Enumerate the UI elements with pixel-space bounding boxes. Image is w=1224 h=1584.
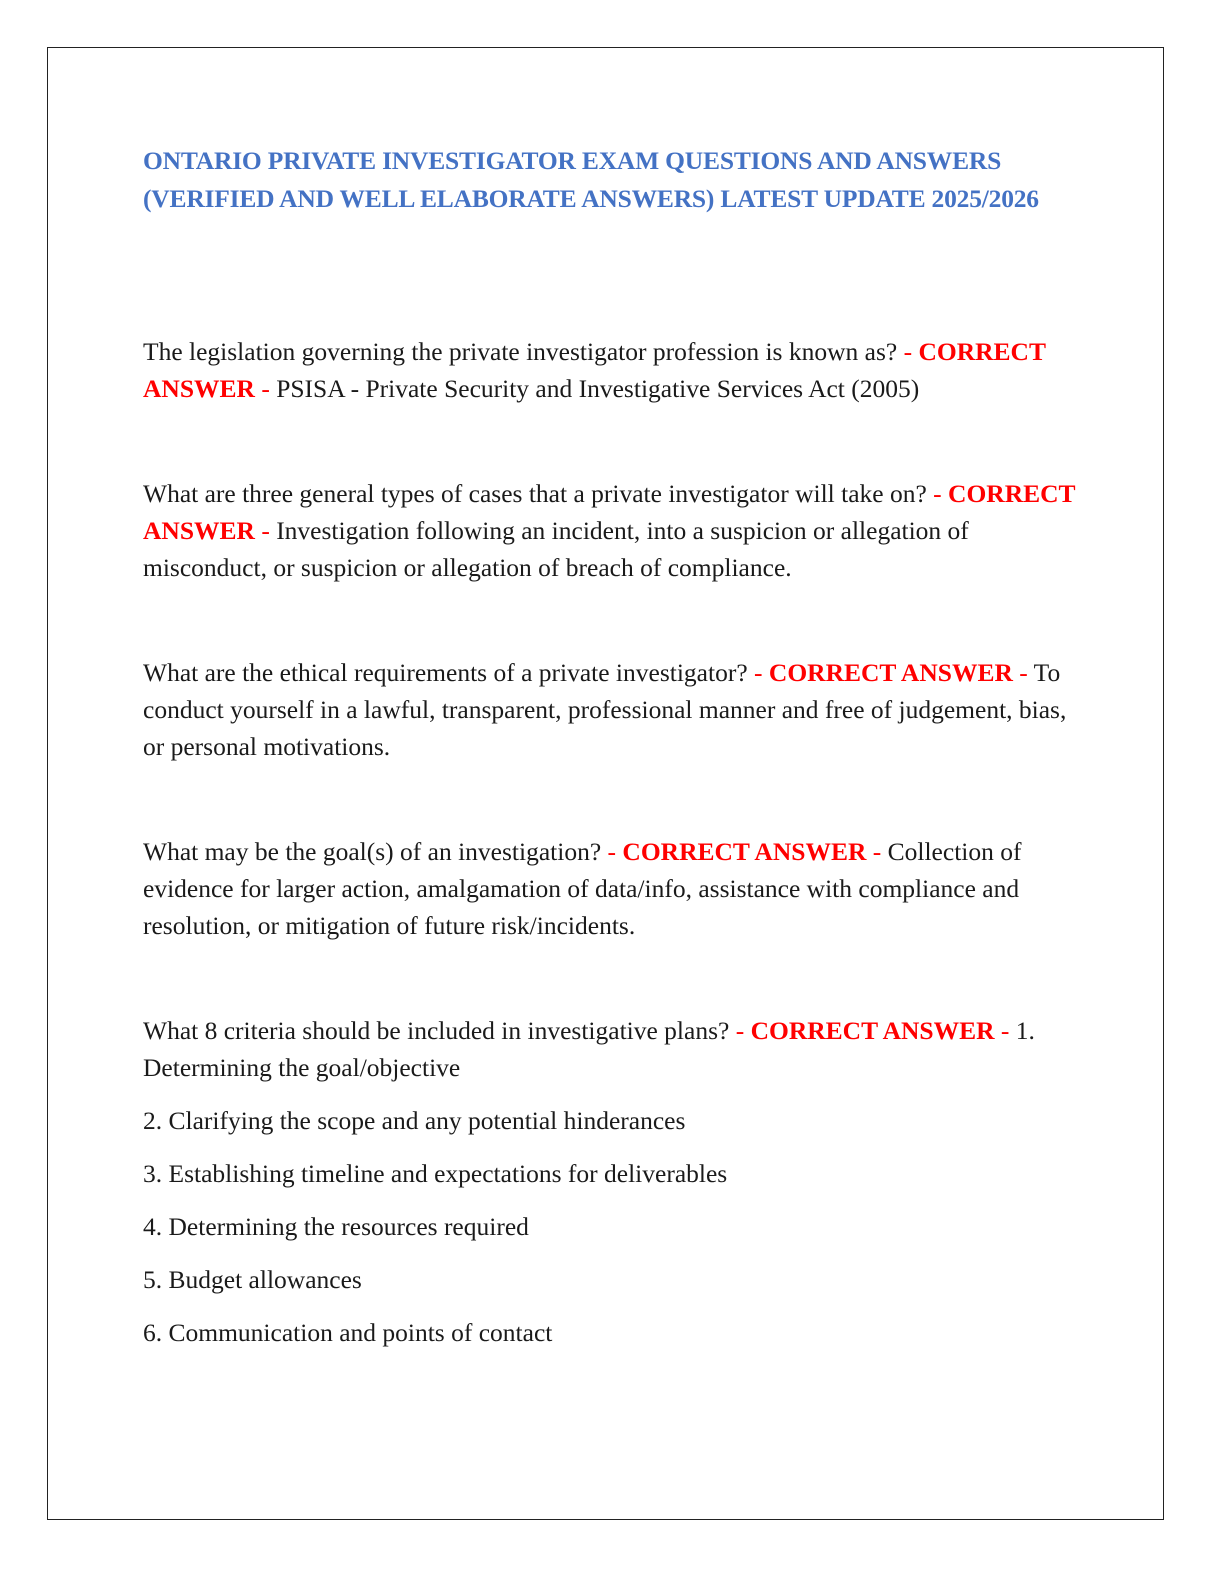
list-item: 5. Budget allowances — [143, 1265, 362, 1294]
separator: - — [903, 337, 913, 366]
document-body — [143, 142, 1078, 1367]
separator: - — [1019, 658, 1028, 687]
answer-text: To conduct yourself in a lawful, transparent, professional manner and free of judgement, bias, or personal motivations. — [143, 658, 1067, 761]
qa-list — [143, 333, 1078, 1351]
question-text: What 8 criteria should be included in investigative plans? — [143, 1016, 730, 1045]
qa-item — [143, 833, 1078, 944]
question-text: What are the ethical requirements of a private investigator? — [143, 658, 748, 687]
separator: - — [872, 837, 882, 866]
correct-answer-label: CORRECT ANSWER — [768, 658, 1013, 687]
answer-text: PSISA - Private Security and Investigative Services Act (2005) — [276, 374, 920, 403]
correct-answer-label: CORRECT ANSWER — [143, 337, 1046, 403]
answer-text: 1. Determining the goal/objective — [143, 1016, 1035, 1082]
question-text: What may be the goal(s) of an investigation? — [143, 837, 602, 866]
qa-item — [143, 1012, 1078, 1351]
correct-answer-label: CORRECT ANSWER — [750, 1016, 995, 1045]
answer-text: Investigation following an incident, into a suspicion or allegation of misconduct, or suspicion or allegation of breach of compliance. — [143, 516, 969, 582]
separator: - — [261, 516, 270, 545]
separator: - — [1000, 1016, 1010, 1045]
list-item: 3. Establishing timeline and expectations for deliverables — [143, 1159, 728, 1188]
qa-item — [143, 654, 1078, 765]
answer-text: Collection of evidence for larger action, amalgamation of data/info, assistance with compliance and resolution, or mitigation of future risk/incidents. — [143, 837, 1022, 940]
document-title: ONTARIO PRIVATE INVESTIGATOR EXAM QUESTIONS AND ANSWERS (VERIFIED AND WELL ELABORATE ANSWERS) LATEST UPDATE 2025/2026 — [143, 146, 1039, 213]
separator: - — [754, 658, 763, 687]
correct-answer-label: CORRECT ANSWER — [622, 837, 867, 866]
question-text: What are three general types of cases that a private investigator will take on? — [143, 479, 927, 508]
list-item: 4. Determining the resources required — [143, 1212, 529, 1241]
list-item: 6. Communication and points of contact — [143, 1318, 553, 1347]
question-text: The legislation governing the private investigator profession is known as? — [143, 337, 898, 366]
separator: - — [735, 1016, 745, 1045]
separator: - — [607, 837, 617, 866]
separator: - — [933, 479, 942, 508]
criteria-list — [143, 1102, 1078, 1351]
correct-answer-label: CORRECT ANSWER — [143, 479, 1076, 545]
qa-item — [143, 333, 1078, 407]
qa-item — [143, 475, 1078, 586]
separator: - — [261, 374, 270, 403]
list-item: 2. Clarifying the scope and any potential hinderances — [143, 1106, 686, 1135]
